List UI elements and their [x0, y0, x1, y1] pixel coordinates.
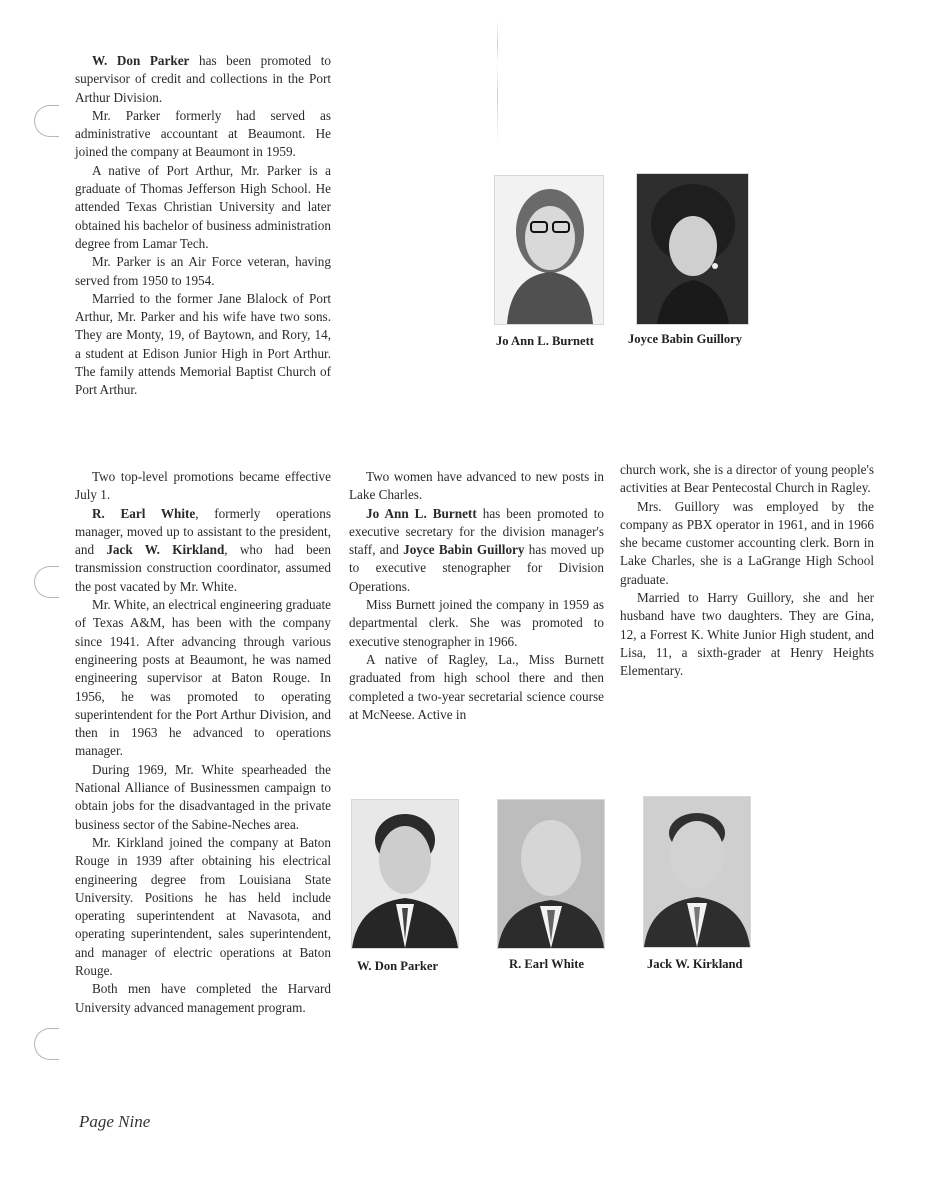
binder-hole-top: [34, 105, 59, 137]
women-p1: Two women have advanced to new posts in Lake Charles.: [349, 469, 604, 503]
parker-p3: A native of Port Arthur, Mr. Parker is a graduate of Thomas Jefferson High School. He attended Texas Christian University and later obtained his bachelor of business administration degree from Lamar Tech.: [75, 162, 331, 251]
parker-photo: [351, 799, 459, 949]
promotions-p5: Mr. Kirkland joined the company at Baton Rouge in 1939 after obtaining his electrical engineering degree from Louisiana State University. Positions he has held include operating superintendent at Navasota, and operating superintendent, sales superintendent, and manager of electric operations at Baton Rouge.: [75, 834, 331, 979]
white-name: R. Earl White: [92, 505, 196, 521]
promotions-article: [75, 468, 331, 1017]
parker-article: [75, 52, 331, 400]
parker-name: W. Don Parker: [92, 53, 190, 68]
binder-hole-middle: [34, 566, 59, 598]
guillory-photo: [636, 173, 749, 325]
promotions-p2b: , who had been transmission construction coordinator, assumed the post vacated by Mr. White.: [75, 542, 331, 594]
page-fold-mark: [497, 20, 498, 145]
kirkland-caption: Jack W. Kirkland: [647, 957, 743, 971]
women-p4-continued: church work, she is a director of young people's activities at Bear Pentecostal Church in Ragley.: [620, 462, 874, 496]
women-p6: Married to Harry Guillory, she and her husband have two daughters. They are Gina, 12, a Forrest K. White Junior High student, and Lisa, 11, a sixth-grader at Henry Heights Elementary.: [620, 590, 874, 679]
women-p4: A native of Ragley, La., Miss Burnett graduated from high school there and then completed a two-year secretarial science course at McNeese. Active in: [349, 651, 604, 722]
parker-p5: Married to the former Jane Blalock of Port Arthur, Mr. Parker and his wife have two sons. They are Monty, 19, of Baytown, and Rory, 14, a student at Edison Junior High in Port Arthur. The family attends Memorial Baptist Church of Port Arthur.: [75, 290, 331, 398]
guillory-name: Joyce Babin Guillory: [403, 542, 525, 558]
promotions-p4: During 1969, Mr. White spearheaded the National Alliance of Businessmen campaign to obtain jobs for the disadvantaged in the private business sector of the Sabine-Neches area.: [75, 761, 331, 832]
women-p5: Mrs. Guillory was employed by the company as PBX operator in 1961, and in 1966 she became customer accounting clerk. Born in Lake Charles, she is a LaGrange High School graduate.: [620, 498, 874, 587]
white-caption: R. Earl White: [509, 957, 584, 971]
promotions-p2a: , formerly operations manager, moved up to assistant to the president, and: [75, 505, 331, 558]
burnett-caption: Jo Ann L. Burnett: [496, 334, 594, 348]
page-number-label: Page Nine: [79, 1112, 151, 1131]
burnett-name: Jo Ann L. Burnett: [366, 505, 477, 521]
kirkland-name: Jack W. Kirkland: [106, 542, 225, 558]
kirkland-photo: [643, 796, 751, 948]
women-p2b: has moved up to executive stenographer for Division Operations.: [349, 542, 604, 594]
white-photo: [497, 799, 605, 949]
parker-p1: has been promoted to supervisor of credit and collections in the Port Arthur Division.: [75, 53, 331, 105]
parker-p2: Mr. Parker formerly had served as administrative accountant at Beaumont. He joined the company at Beaumont in 1959.: [75, 107, 331, 160]
promotions-p6: Both men have completed the Harvard University advanced management program.: [75, 981, 331, 1015]
binder-hole-bottom: [34, 1028, 59, 1060]
women-article-col2: [620, 461, 874, 681]
parker-caption: W. Don Parker: [357, 959, 439, 973]
burnett-photo: [494, 175, 604, 325]
women-p3: Miss Burnett joined the company in 1959 as departmental clerk. She was promoted to executive stenographer in 1966.: [349, 597, 604, 649]
promotions-p1: Two top-level promotions became effective July 1.: [75, 469, 331, 503]
women-p2a: has been promoted to executive secretary for the division manager's staff, and: [349, 505, 604, 558]
women-article-col1: [349, 468, 604, 724]
parker-p4: Mr. Parker is an Air Force veteran, having served from 1950 to 1954.: [75, 254, 331, 288]
promotions-p3: Mr. White, an electrical engineering graduate of Texas A&M, has been with the company since 1941. After advancing through various engineering posts at Beaumont, he was named engineering supervisor at Baton Rouge. In 1956, he was promoted to operating superintendent for the Port Arthur Division, and then in 1963 he advanced to operations manager.: [75, 597, 331, 759]
guillory-caption: Joyce Babin Guillory: [628, 332, 743, 346]
